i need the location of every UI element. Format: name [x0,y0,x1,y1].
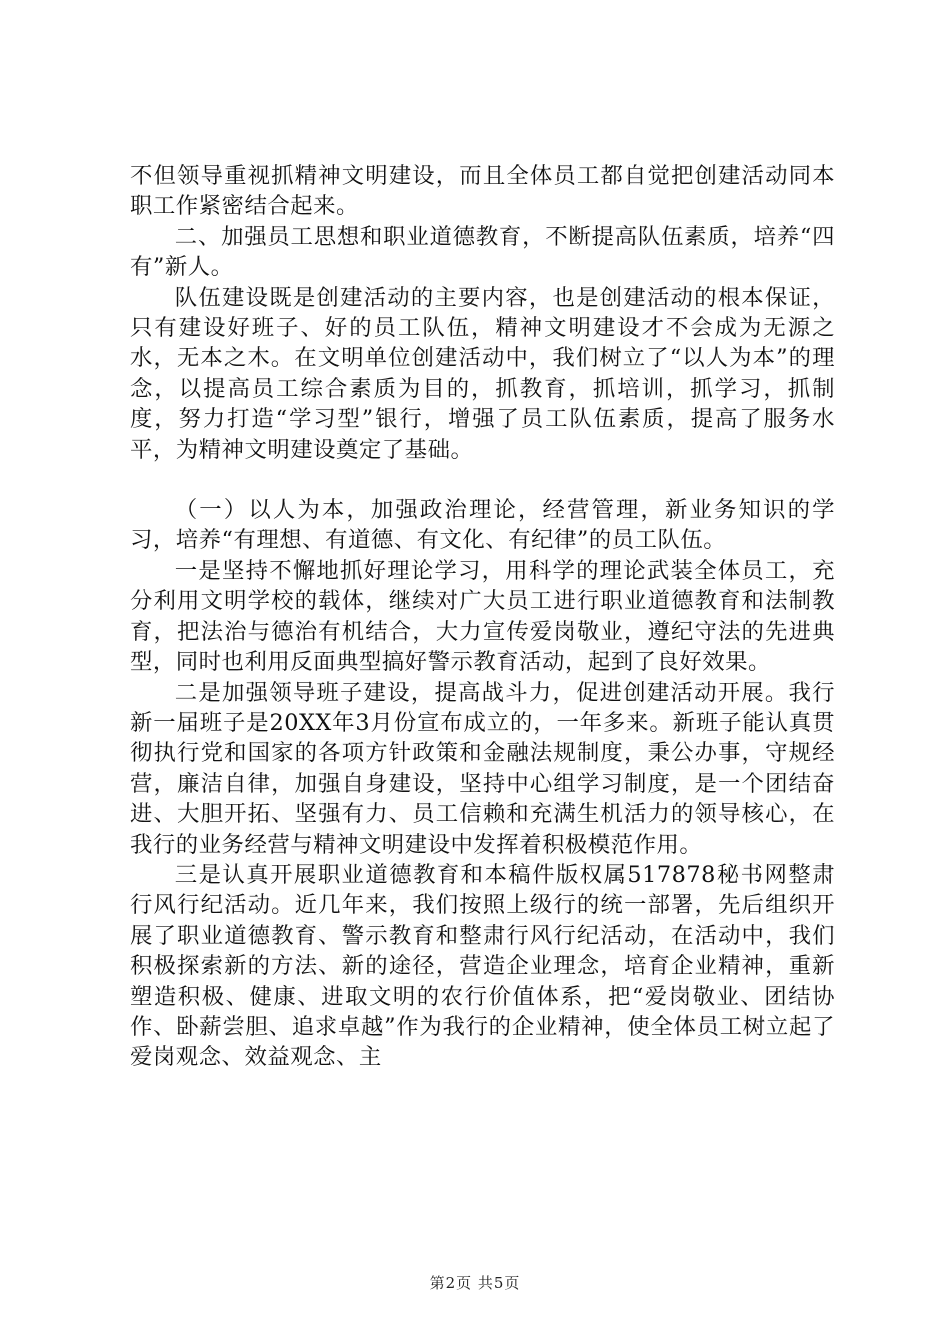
section-heading-two: 二、加强员工思想和职业道德教育，不断提高队伍素质，培养“四有”新人。 [130,223,835,281]
page-number-footer: 第2页 共5页 [429,1274,521,1292]
paragraph-theory-study: 一是坚持不懈地抓好理论学习，用科学的理论武装全体员工，充分利用文明学校的载体，继续对广大员工进行职业道德教育和法制教育，把法治与德治有机结合，大力宣传爱岗敬业，遵纪守法的先进典型，同时也利用反面典型搞好警示教育活动，起到了良好效果。 [130,557,835,676]
paragraph-team-building: 队伍建设既是创建活动的主要内容，也是创建活动的根本保证，只有建设好班子、好的员工队伍，精神文明建设才不会成为无源之水，无本之木。在文明单位创建活动中，我们树立了“以人为本”的理念，以提高员工综合素质为目的，抓教育，抓培训，抓学习，抓制度，努力打造“学习型”银行，增强了员工队伍素质，提高了服务水平，为精神文明建设奠定了基础。 [130,284,835,463]
paragraph-ethics-education: 三是认真开展职业道德教育和本稿件版权属517878秘书网整肃行风行纪活动。近几年来，我们按照上级行的统一部署，先后组织开展了职业道德教育、警示教育和整肃行风行纪活动，在活动中，我们积极探索新的方法、新的途径，营造企业理念，培育企业精神，重新塑造积极、健康、进取文明的农行价值体系，把“爱岗敬业、团结协作、卧薪尝胆、追求卓越”作为我行的企业精神，使全体员工树立起了爱岗观念、效益观念、主 [130,861,835,1071]
paragraph-continuation: 不但领导重视抓精神文明建设，而且全体员工都自觉把创建活动同本职工作紧密结合起来。 [130,163,835,220]
document-body [130,161,835,1073]
paragraph-leadership: 二是加强领导班子建设，提高战斗力，促进创建活动开展。我行新一届班子是20XX年3月份宣布成立的，一年多来。新班子能认真贯彻执行党和国家的各项方针政策和金融法规制度，秉公办事，守规经营，廉洁自律，加强自身建设，坚持中心组学习制度，是一个团结奋进、大胆开拓、坚强有力、员工信赖和充满生机活力的领导核心，在我行的业务经营与精神文明建设中发挥着积极模范作用。 [130,679,835,858]
subsection-heading-one: （一）以人为本，加强政治理论，经营管理，新业务知识的学习，培养“有理想、有道德、有文化、有纪律”的员工队伍。 [130,497,835,554]
